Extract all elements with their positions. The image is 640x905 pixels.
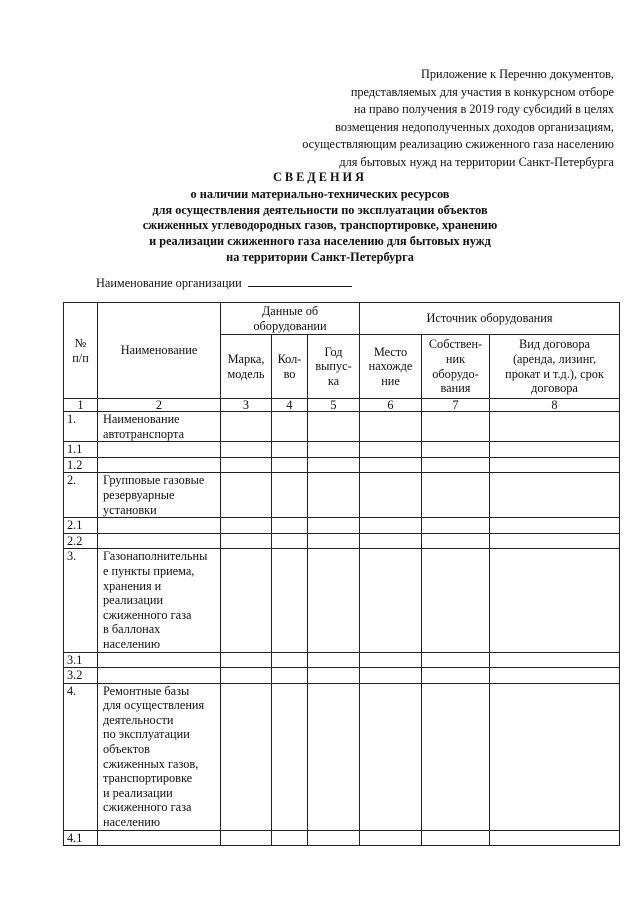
empty-cell[interactable] — [221, 412, 272, 442]
empty-cell[interactable] — [272, 668, 308, 684]
empty-cell[interactable] — [360, 683, 422, 830]
empty-cell[interactable] — [308, 457, 360, 473]
empty-cell[interactable] — [360, 830, 422, 846]
empty-cell[interactable] — [422, 533, 490, 549]
row-name — [98, 518, 221, 534]
title-main: СВЕДЕНИЯ — [273, 170, 367, 184]
table-row — [64, 830, 620, 846]
appendix-line: возмещения недополученных доходов организациям, — [335, 119, 614, 134]
row-name: Ремонтные базы для осуществления деятельности по эксплуатации объектов сжиженных газов, транспортировке и реализации сжиженного газа населению — [98, 683, 221, 830]
row-name — [98, 457, 221, 473]
empty-cell[interactable] — [308, 549, 360, 652]
empty-cell[interactable] — [422, 652, 490, 668]
row-name: Газонаполнительны е пункты приема, хранения и реализации сжиженного газа в баллонах населению — [98, 549, 221, 652]
empty-cell[interactable] — [308, 473, 360, 518]
header-location: Место нахожде ние — [360, 335, 422, 399]
empty-cell[interactable] — [308, 668, 360, 684]
empty-cell[interactable] — [221, 457, 272, 473]
empty-cell[interactable] — [422, 457, 490, 473]
row-name — [98, 652, 221, 668]
empty-cell[interactable] — [490, 442, 620, 458]
empty-cell[interactable] — [490, 473, 620, 518]
organization-line — [96, 276, 352, 291]
row-name — [98, 668, 221, 684]
empty-cell[interactable] — [490, 412, 620, 442]
row-number: 3.1 — [64, 652, 98, 668]
empty-cell[interactable] — [221, 473, 272, 518]
appendix-line: осуществляющим реализацию сжиженного газа населению — [302, 137, 614, 152]
row-number: 3. — [64, 549, 98, 652]
empty-cell[interactable] — [422, 683, 490, 830]
empty-cell[interactable] — [360, 518, 422, 534]
table-row — [64, 412, 620, 442]
empty-cell[interactable] — [308, 518, 360, 534]
empty-cell[interactable] — [490, 518, 620, 534]
empty-cell[interactable] — [272, 652, 308, 668]
empty-cell[interactable] — [272, 412, 308, 442]
empty-cell[interactable] — [422, 549, 490, 652]
empty-cell[interactable] — [360, 533, 422, 549]
empty-cell[interactable] — [422, 473, 490, 518]
appendix-line: на право получения в 2019 году субсидий в целях — [353, 102, 614, 117]
title-line: на территории Санкт-Петербурга — [226, 249, 414, 264]
empty-cell[interactable] — [272, 830, 308, 846]
empty-cell[interactable] — [221, 830, 272, 846]
empty-cell[interactable] — [490, 652, 620, 668]
col-number: 1 — [64, 399, 98, 412]
col-number: 6 — [360, 399, 422, 412]
col-number: 8 — [490, 399, 620, 412]
header-name: Наименование — [98, 303, 221, 399]
row-number: 1. — [64, 412, 98, 442]
table-row — [64, 652, 620, 668]
table-row — [64, 518, 620, 534]
table-row — [64, 549, 620, 652]
header-contract: Вид договора (аренда, лизинг, прокат и т.д.), срок договора — [490, 335, 620, 399]
empty-cell[interactable] — [221, 652, 272, 668]
col-number: 7 — [422, 399, 490, 412]
empty-cell[interactable] — [360, 457, 422, 473]
empty-cell[interactable] — [272, 457, 308, 473]
col-number: 5 — [308, 399, 360, 412]
empty-cell[interactable] — [422, 830, 490, 846]
table-row — [64, 683, 620, 830]
empty-cell[interactable] — [272, 549, 308, 652]
appendix-line: представляемых для участия в конкурсном отборе — [350, 84, 614, 99]
table-row — [64, 668, 620, 684]
row-number: 2.1 — [64, 518, 98, 534]
row-name — [98, 533, 221, 549]
empty-cell[interactable] — [490, 457, 620, 473]
empty-cell[interactable] — [360, 652, 422, 668]
header-year: Год выпус- ка — [308, 335, 360, 399]
empty-cell[interactable] — [308, 442, 360, 458]
empty-cell[interactable] — [221, 533, 272, 549]
table-row — [64, 442, 620, 458]
empty-cell[interactable] — [221, 668, 272, 684]
empty-cell[interactable] — [360, 473, 422, 518]
empty-cell[interactable] — [308, 652, 360, 668]
empty-cell[interactable] — [360, 442, 422, 458]
empty-cell[interactable] — [308, 412, 360, 442]
title-line: сжиженных углеводородных газов, транспортировке, хранению — [142, 218, 498, 233]
table-body — [64, 412, 620, 846]
empty-cell[interactable] — [308, 683, 360, 830]
row-number: 4. — [64, 683, 98, 830]
empty-cell[interactable] — [221, 518, 272, 534]
row-number: 4.1 — [64, 830, 98, 846]
header-num: № п/п — [64, 303, 98, 399]
empty-cell[interactable] — [422, 412, 490, 442]
empty-cell[interactable] — [490, 668, 620, 684]
empty-cell[interactable] — [272, 442, 308, 458]
col-number: 3 — [221, 399, 272, 412]
empty-cell[interactable] — [221, 549, 272, 652]
col-number: 4 — [272, 399, 308, 412]
empty-cell[interactable] — [221, 442, 272, 458]
title-line: о наличии материально-технических ресурсов — [190, 186, 450, 201]
row-number: 2. — [64, 473, 98, 518]
empty-cell[interactable] — [490, 549, 620, 652]
empty-cell[interactable] — [422, 518, 490, 534]
empty-cell[interactable] — [422, 668, 490, 684]
empty-cell[interactable] — [490, 683, 620, 830]
empty-cell[interactable] — [308, 830, 360, 846]
col-number: 2 — [98, 399, 221, 412]
empty-cell[interactable] — [272, 533, 308, 549]
empty-cell[interactable] — [360, 549, 422, 652]
table-row — [64, 533, 620, 549]
empty-cell[interactable] — [490, 533, 620, 549]
row-number: 1.2 — [64, 457, 98, 473]
document-title — [0, 170, 640, 266]
appendix-line: для бытовых нужд на территории Санкт-Петербурга — [339, 154, 614, 169]
row-number: 1.1 — [64, 442, 98, 458]
empty-cell[interactable] — [272, 683, 308, 830]
empty-cell[interactable] — [490, 830, 620, 846]
row-name — [98, 442, 221, 458]
table-row — [64, 473, 620, 518]
resources-table — [63, 302, 620, 846]
header-owner: Собствен- ник оборудо- вания — [422, 335, 490, 399]
header-equipment-group: Данные об оборудовании — [221, 303, 360, 335]
empty-cell[interactable] — [360, 412, 422, 442]
empty-cell[interactable] — [422, 442, 490, 458]
row-name: Наименование автотранспорта — [98, 412, 221, 442]
header-qty: Кол- во — [272, 335, 308, 399]
empty-cell[interactable] — [221, 683, 272, 830]
row-number: 3.2 — [64, 668, 98, 684]
empty-cell[interactable] — [360, 668, 422, 684]
organization-blank-field[interactable] — [248, 276, 352, 287]
title-line: для осуществления деятельности по эксплуатации объектов — [152, 202, 488, 217]
header-source-group: Источник оборудования — [360, 303, 620, 335]
header-brand: Марка, модель — [221, 335, 272, 399]
appendix-line: Приложение к Перечню документов, — [420, 67, 614, 81]
organization-label: Наименование организации — [96, 276, 242, 290]
row-number: 2.2 — [64, 533, 98, 549]
row-name — [98, 830, 221, 846]
appendix-note — [254, 66, 614, 172]
empty-cell[interactable] — [272, 473, 308, 518]
empty-cell[interactable] — [272, 518, 308, 534]
table-row — [64, 457, 620, 473]
row-name: Групповые газовые резервуарные установки — [98, 473, 221, 518]
empty-cell[interactable] — [308, 533, 360, 549]
title-line: и реализации сжиженного газа населению для бытовых нужд — [149, 234, 491, 249]
